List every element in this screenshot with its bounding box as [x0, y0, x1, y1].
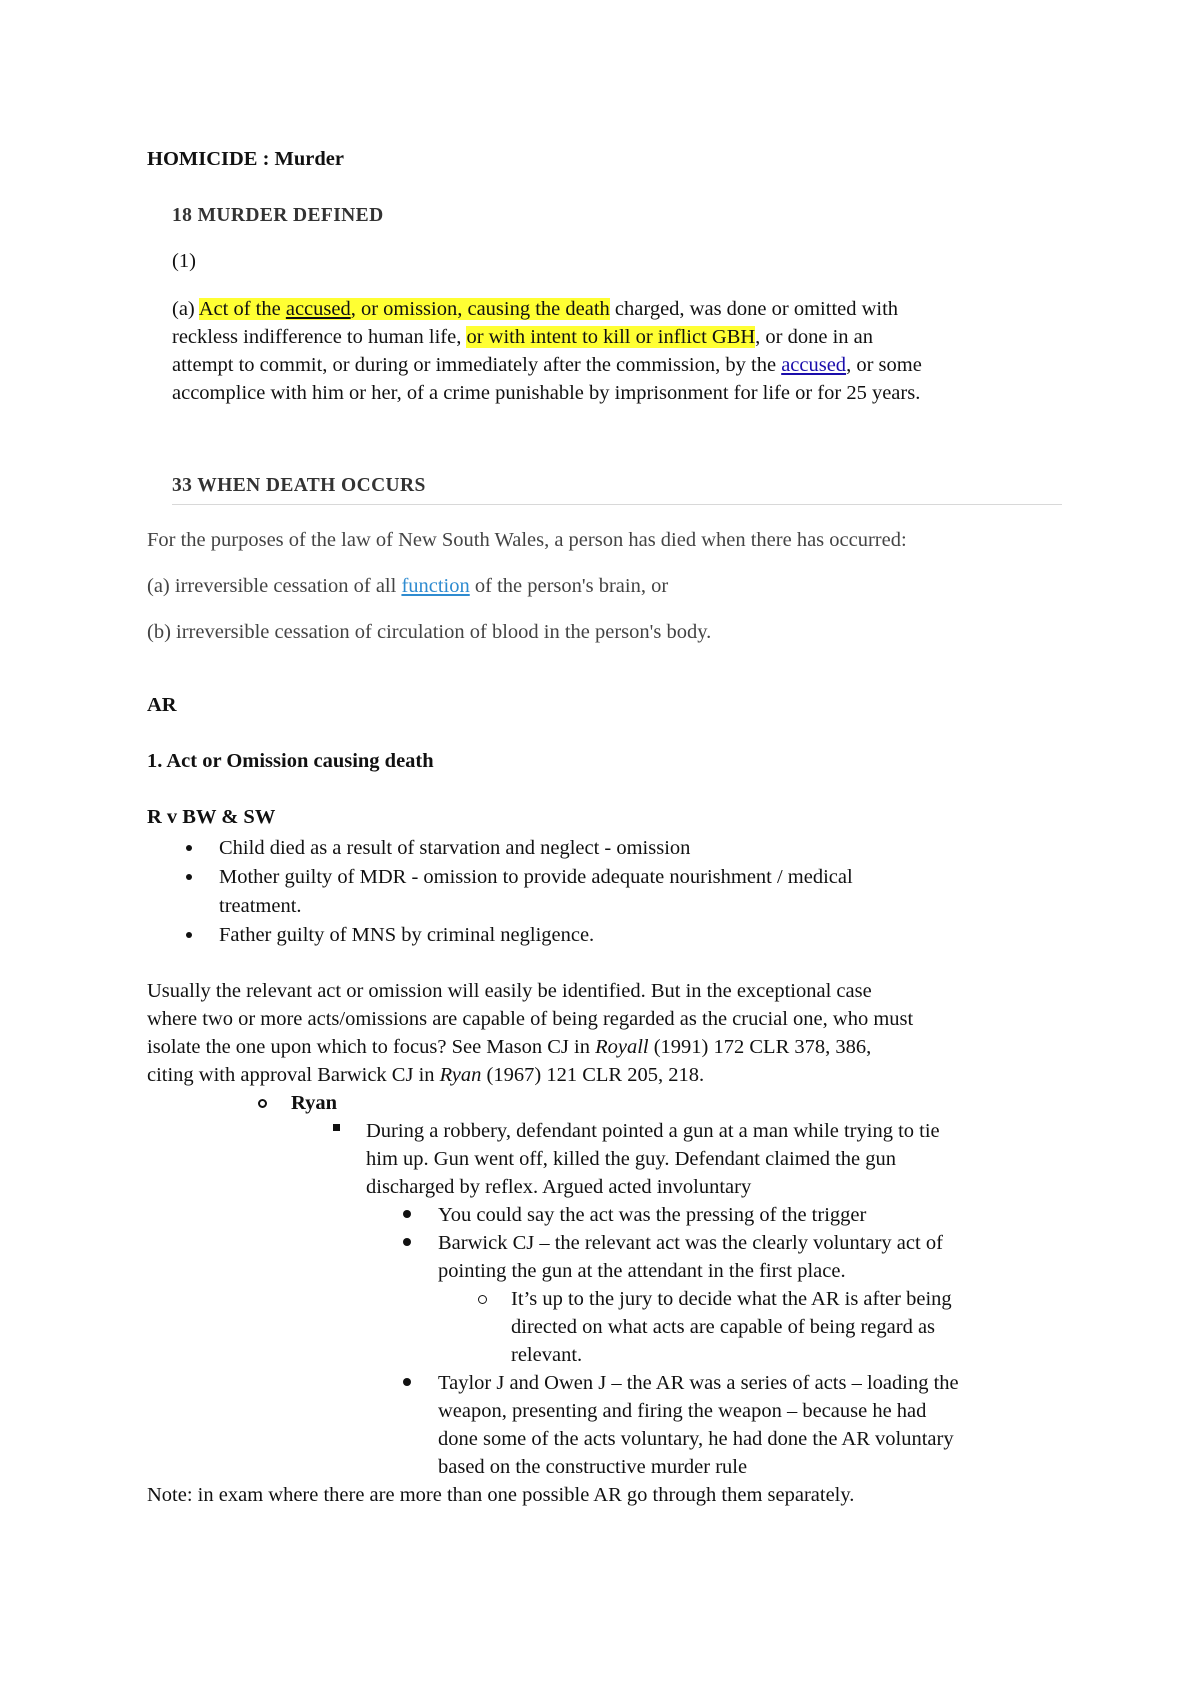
ryan-fact-line: During a robbery, defendant pointed a gun at a man while trying to tie [366, 1120, 940, 1142]
bullet-icon [186, 932, 192, 938]
para-line: Usually the relevant act or omission will easily be identified. But in the exceptional case [147, 980, 872, 1002]
section-33-intro: For the purposes of the law of New South Wales, a person has died when there has occurred: [147, 529, 907, 551]
bullet-icon [403, 1210, 411, 1218]
section-divider [172, 504, 1062, 505]
bullet-item: Mother guilty of MDR - omission to provide adequate nourishment / medical [219, 866, 853, 888]
highlight-intent: or with intent to kill or inflict GBH [466, 326, 756, 348]
level3-item: You could say the act was the pressing of the trigger [438, 1204, 867, 1226]
ryan-fact-line: him up. Gun went off, killed the guy. Defendant claimed the gun [366, 1148, 897, 1170]
level3-item: Barwick CJ – the relevant act was the clearly voluntary act of [438, 1232, 943, 1254]
section-18-para-line-4: accomplice with him or her, of a crime punishable by imprisonment for life or for 25 years. [172, 382, 921, 404]
ar-subheading: 1. Act or Omission causing death [147, 750, 434, 772]
section-33-item-a: (a) irreversible cessation of all function of the person's brain, or [147, 575, 669, 597]
bullet-icon [403, 1378, 411, 1386]
section-18-para-line-3: attempt to commit, or during or immediately after the commission, by the accused, or some [172, 354, 922, 376]
ryan-fact-line: discharged by reflex. Argued acted involuntary [366, 1176, 752, 1198]
para-line-royall: isolate the one upon which to focus? See Mason CJ in Royall (1991) 172 CLR 378, 386, [147, 1036, 872, 1058]
level3-item-continued: done some of the acts voluntary, he had done the AR voluntary [438, 1428, 954, 1450]
case-name-ryan: Ryan [291, 1092, 337, 1114]
document-title: HOMICIDE : Murder [147, 148, 345, 170]
ar-heading: AR [147, 694, 177, 716]
para-line-ryan: citing with approval Barwick CJ in Ryan (1967) 121 CLR 205, 218. [147, 1064, 705, 1086]
exam-note: Note: in exam where there are more than one possible AR go through them separately. [147, 1484, 855, 1506]
level4-item-continued: relevant. [511, 1344, 583, 1366]
hollow-bullet-icon [258, 1099, 267, 1108]
bullet-icon [186, 874, 192, 880]
bullet-item: Child died as a result of starvation and neglect - omission [219, 837, 691, 859]
bullet-item-continued: treatment. [219, 895, 302, 917]
section-33-heading: 33 WHEN DEATH OCCURS [172, 475, 426, 496]
bullet-item: Father guilty of MNS by criminal negligence. [219, 924, 595, 946]
level3-item-continued: pointing the gun at the attendant in the first place. [438, 1260, 846, 1282]
accused-link-2[interactable]: accused [781, 354, 847, 376]
bullet-icon [186, 845, 192, 851]
level4-item-continued: directed on what acts are capable of being regard as [511, 1316, 936, 1338]
square-bullet-icon [333, 1124, 340, 1131]
highlight-act: Act of the accused, or omission, causing the death [198, 298, 610, 320]
section-18-para-line-2: reckless indifference to human life, or with intent to kill or inflict GBH, or done in an [172, 326, 874, 348]
subsection-1-label: (1) [172, 250, 196, 272]
section-18-para-line-1: (a) Act of the accused, or omission, causing the death charged, was done or omitted with [172, 298, 899, 320]
section-33-item-b: (b) irreversible cessation of circulation of blood in the person's body. [147, 621, 712, 643]
hollow-bullet-icon [478, 1295, 487, 1304]
function-link[interactable]: function [401, 575, 470, 597]
bullet-icon [403, 1238, 411, 1246]
level3-item-continued: weapon, presenting and firing the weapon – because he had [438, 1400, 927, 1422]
level3-item: Taylor J and Owen J – the AR was a series of acts – loading the [438, 1372, 959, 1394]
accused-link-1[interactable]: accused [285, 298, 351, 320]
level4-item: It’s up to the jury to decide what the AR is after being [511, 1288, 952, 1310]
level3-item-continued: based on the constructive murder rule [438, 1456, 748, 1478]
section-18-heading: 18 MURDER DEFINED [172, 205, 384, 226]
para-line: where two or more acts/omissions are capable of being regarded as the crucial one, who must [147, 1008, 914, 1030]
case-name-bw-sw: R v BW & SW [147, 806, 276, 828]
